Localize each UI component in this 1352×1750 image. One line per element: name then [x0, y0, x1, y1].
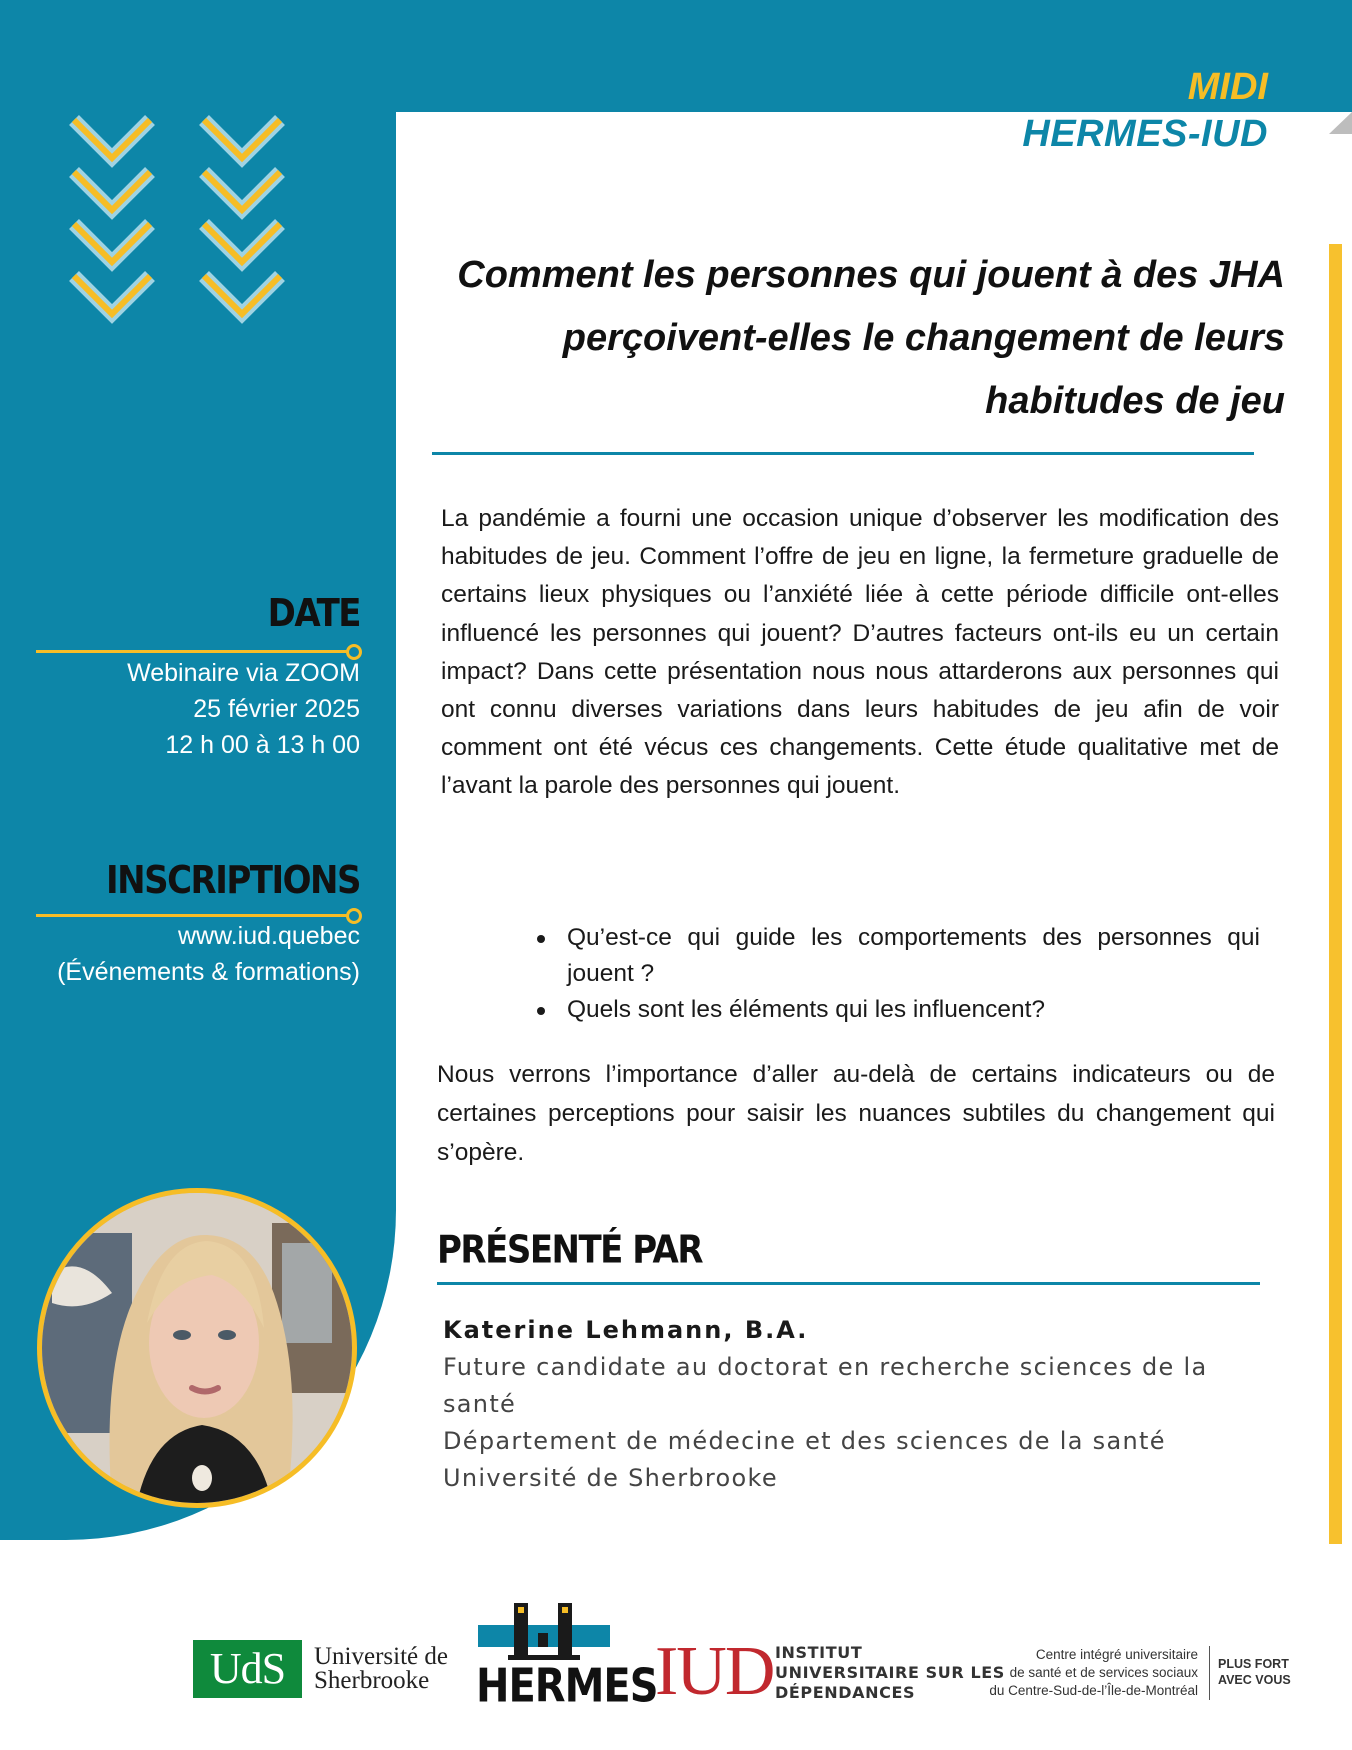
date-info: [127, 655, 360, 763]
date-divider: [36, 650, 352, 653]
inscriptions-info: [57, 918, 360, 990]
presenter-divider: [437, 1282, 1260, 1285]
date-heading: DATE: [267, 591, 360, 636]
series-label: MIDI: [1187, 66, 1268, 108]
event-format: Webinaire via ZOOM: [127, 659, 360, 687]
page-title: Comment les personnes qui jouent à des JHA perçoivent-elles le changement de leurs habitudes de jeu: [457, 254, 1285, 422]
logo-separator: [1209, 1646, 1210, 1700]
list-item: Qu’est-ce qui guide les comportements des personnes qui jouent ?: [520, 920, 1260, 992]
intro-paragraph: La pandémie a fourni une occasion unique d’observer les modification des habitudes de jeu. Comment l’offre de jeu en ligne, la fermeture graduelle de certains lieux physiques ou l’anxiété liée à cette période difficile ont-elles influencé les personnes qui jouent? D’autres facteurs ont-ils eu un certain impact? Dans cette présentation nous nous attarderons aux personnes qui ont connu diverses variations dans leurs habitudes de jeu afin de voir comment ont été vécus ces changements. Cette étude qualitative met de l’avant la parole des personnes qui jouent.: [441, 505, 1279, 800]
question-list: [520, 920, 1260, 1028]
registration-note: (Événements & formations): [57, 958, 360, 986]
hermes-logo-text: HERMES: [476, 1660, 658, 1713]
presenter-department: Département de médecine et des sciences de la santé: [443, 1427, 1166, 1455]
iud-logo-text: INSTITUT UNIVERSITAIRE SUR LES DÉPENDANCES: [775, 1643, 1005, 1702]
title-divider: [432, 452, 1254, 455]
uds-logo: UdS: [193, 1640, 302, 1698]
presenter-info: [443, 1312, 1263, 1497]
portrait-image: [42, 1193, 352, 1503]
bullet-icon: [537, 1007, 545, 1015]
event-time: 12 h 00 à 13 h 00: [165, 731, 360, 759]
chevron-pattern-icon: [60, 100, 330, 380]
presenter-heading: PRÉSENTÉ PAR: [437, 1228, 703, 1273]
event-date: 25 février 2025: [193, 695, 360, 723]
presenter-university: Université de Sherbrooke: [443, 1464, 778, 1492]
corner-fold: [1329, 112, 1352, 134]
registration-link[interactable]: www.iud.quebec: [177, 922, 360, 950]
ciusss-logo-text: Centre intégré universitaire de santé et de services sociaux du Centre-Sud-de-l’Île-de-Montréal: [989, 1647, 1198, 1698]
uds-logo-text: Université de Sherbrooke: [314, 1643, 448, 1694]
accent-bar: [1329, 244, 1342, 1544]
series-name: HERMES-IUD: [1022, 113, 1268, 155]
list-item: Quels sont les éléments qui les influencent?: [520, 992, 1260, 1028]
ciusss-tagline: PLUS FORT AVEC VOUS: [1218, 1657, 1291, 1687]
hermes-logo-icon: [478, 1603, 610, 1665]
conclusion-paragraph: Nous verrons l’importance d’aller au-delà de certains indicateurs ou de certaines perceptions pour saisir les nuances subtiles du changement qui s’opère.: [437, 1061, 1275, 1166]
bullet-icon: [537, 935, 545, 943]
presenter-name: Katerine Lehmann, B.A.: [443, 1316, 809, 1344]
presenter-role: Future candidate au doctorat en recherche sciences de la santé: [443, 1353, 1208, 1418]
inscriptions-divider: [36, 914, 352, 917]
iud-logo: IUD: [655, 1633, 774, 1710]
presenter-photo: [37, 1188, 357, 1508]
inscriptions-heading: INSCRIPTIONS: [106, 858, 360, 903]
